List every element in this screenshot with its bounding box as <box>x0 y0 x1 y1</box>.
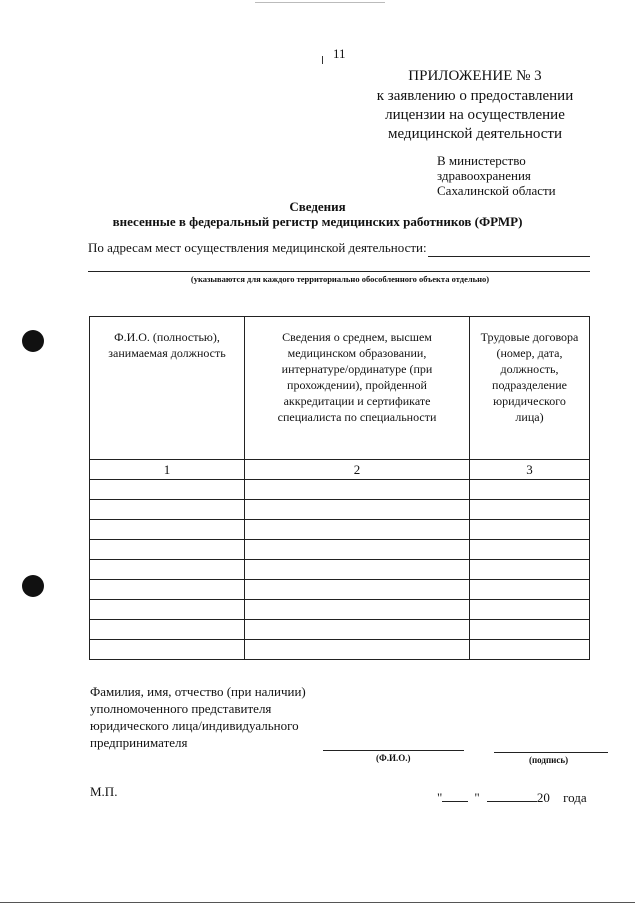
signatory-line: предпринимателя <box>90 735 188 750</box>
fio-caption: (Ф.И.О.) <box>376 753 411 763</box>
month-field[interactable] <box>487 789 537 802</box>
table-row[interactable] <box>90 500 590 520</box>
signatory-line: юридического лица/индивидуального <box>90 718 299 733</box>
date-line <box>437 789 587 806</box>
appendix-heading: ПРИЛОЖЕНИЕ № 3 <box>408 68 542 84</box>
table-cell[interactable] <box>245 620 470 640</box>
table-cell[interactable] <box>470 500 590 520</box>
table-row[interactable] <box>90 580 590 600</box>
table-cell[interactable] <box>245 480 470 500</box>
table-cell[interactable] <box>470 640 590 660</box>
column-number: 1 <box>90 460 245 480</box>
page-number: 11 <box>333 46 346 61</box>
table-cell[interactable] <box>90 520 245 540</box>
table-cell[interactable] <box>470 480 590 500</box>
day-field[interactable] <box>442 789 468 802</box>
address-label: По адресам мест осуществления медицинской деятельности: <box>88 240 427 255</box>
table-cell[interactable] <box>90 620 245 640</box>
table-cell[interactable] <box>245 580 470 600</box>
header-education: Сведения о среднем, высшем медицинском образовании, интернатуре/ординатуре (при прохождении), пройденной аккредитации и сертификате специалиста по специальности <box>245 317 470 460</box>
table-row[interactable] <box>90 640 590 660</box>
column-number: 3 <box>470 460 590 480</box>
appendix-line: лицензии на осуществление <box>385 107 565 123</box>
year-prefix: 20 <box>536 790 550 805</box>
signature-field-line[interactable] <box>494 752 608 753</box>
punch-hole-bottom <box>22 575 44 597</box>
table-row[interactable] <box>90 560 590 580</box>
document-title: Сведения <box>289 199 346 214</box>
column-number: 2 <box>245 460 470 480</box>
table-cell[interactable] <box>90 480 245 500</box>
appendix-header <box>360 68 590 144</box>
table-cell[interactable] <box>90 500 245 520</box>
addressee-line: В министерство <box>437 153 526 168</box>
address-second-line[interactable] <box>88 271 590 272</box>
addressee-line: здравоохранения <box>437 168 531 183</box>
table-cell[interactable] <box>245 520 470 540</box>
date-close-quote: " <box>474 790 480 805</box>
table-cell[interactable] <box>245 540 470 560</box>
table-cell[interactable] <box>470 580 590 600</box>
table-cell[interactable] <box>245 600 470 620</box>
table-cell[interactable] <box>470 620 590 640</box>
scan-mark <box>322 56 323 64</box>
addressee-block <box>437 153 556 198</box>
signatory-line: уполномоченного представителя <box>90 701 272 716</box>
date-open-quote: " <box>437 790 443 805</box>
table-cell[interactable] <box>245 640 470 660</box>
punch-hole-top <box>22 330 44 352</box>
year-suffix: года <box>563 790 587 805</box>
workers-table <box>89 316 590 660</box>
stamp-label: М.П. <box>90 784 118 799</box>
table-header-row <box>90 317 590 460</box>
address-field-line[interactable] <box>428 256 590 257</box>
document-subtitle: внесенные в федеральный регистр медицинских работников (ФРМР) <box>112 214 523 229</box>
table-row[interactable] <box>90 520 590 540</box>
signatory-line: Фамилия, имя, отчество (при наличии) <box>90 684 306 699</box>
signatory-block <box>90 683 330 751</box>
table-row[interactable] <box>90 480 590 500</box>
table-cell[interactable] <box>245 560 470 580</box>
table-row[interactable] <box>90 600 590 620</box>
scan-edge-bottom <box>0 902 635 903</box>
table-cell[interactable] <box>470 520 590 540</box>
table-cell[interactable] <box>90 600 245 620</box>
address-hint: (указываются для каждого территориально обособленного объекта отдельно) <box>190 274 490 284</box>
table-cell[interactable] <box>90 640 245 660</box>
appendix-line: медицинской деятельности <box>387 126 563 142</box>
table-cell[interactable] <box>90 580 245 600</box>
header-fio: Ф.И.О. (полностью), занимаемая должность <box>90 317 245 460</box>
table-cell[interactable] <box>90 540 245 560</box>
table-cell[interactable] <box>245 500 470 520</box>
fio-field-line[interactable] <box>323 750 464 751</box>
header-contracts: Трудовые договора (номер, дата, должность, подразделение юридического лица) <box>470 317 590 460</box>
addressee-line: Сахалинской области <box>437 183 556 198</box>
table-cell[interactable] <box>470 540 590 560</box>
table-number-row <box>90 460 590 480</box>
table-cell[interactable] <box>470 560 590 580</box>
appendix-line: к заявлению о предоставлении <box>376 88 574 104</box>
scan-edge-top <box>255 2 385 3</box>
table-row[interactable] <box>90 620 590 640</box>
table-cell[interactable] <box>90 560 245 580</box>
table-cell[interactable] <box>470 600 590 620</box>
signature-caption: (подпись) <box>529 755 569 765</box>
table-row[interactable] <box>90 540 590 560</box>
